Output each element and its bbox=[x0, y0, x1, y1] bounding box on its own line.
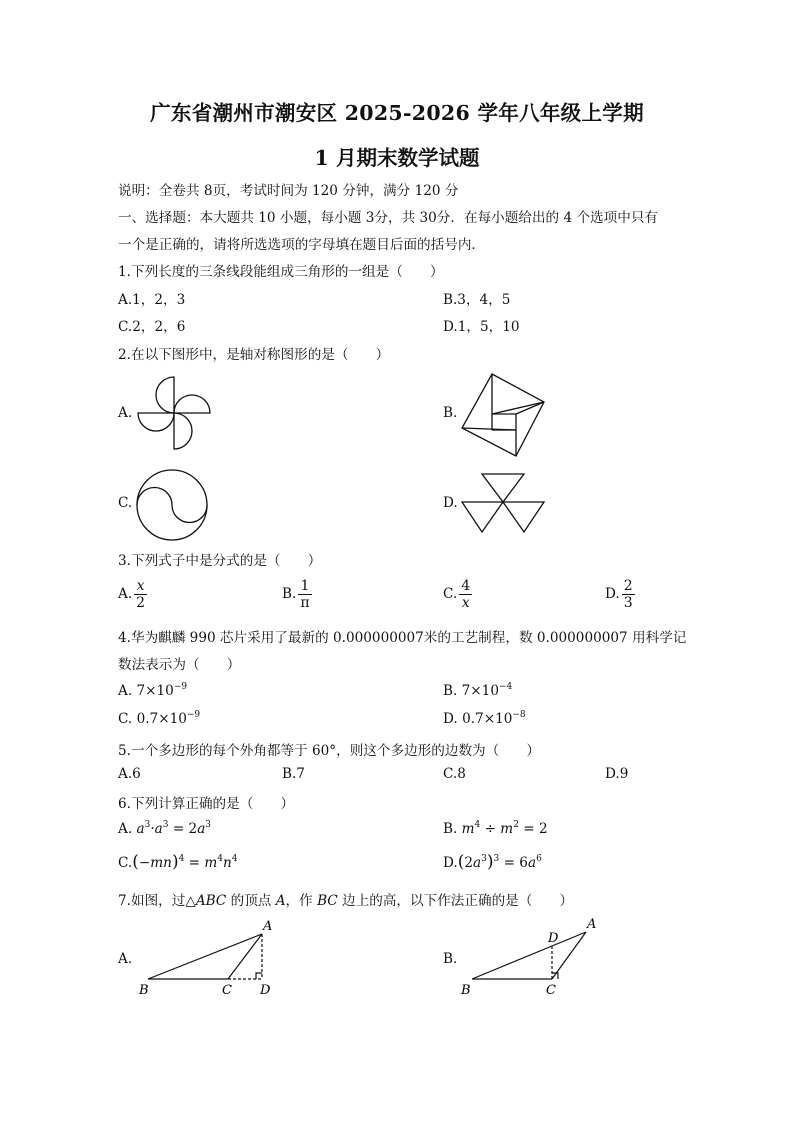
q6-option-b-label: B. bbox=[443, 821, 458, 837]
q4-option-d-label: D. bbox=[443, 711, 458, 727]
q4-option-c-label: C. bbox=[118, 711, 133, 727]
q3-option-c-label: C. bbox=[443, 586, 458, 602]
q4-option-c-base: 0.7×10 bbox=[136, 711, 187, 727]
q3-option-d-fraction bbox=[622, 578, 635, 611]
q3-b-denominator: π bbox=[300, 595, 310, 611]
q6-option-c bbox=[118, 852, 237, 872]
q3-option-d-label: D. bbox=[605, 586, 620, 602]
q3-option-c bbox=[443, 578, 472, 611]
q3-option-a-label: A. bbox=[118, 586, 133, 602]
q7-stem-part-4: 边上的高，以下作法正确的是（ ） bbox=[337, 893, 574, 909]
q1-option-c: C.2，2，6 bbox=[118, 319, 186, 335]
q3-option-b-label: B. bbox=[282, 586, 297, 602]
q6-option-c-expression: $(-mn)^4 = m^4n^4$ bbox=[132, 852, 238, 872]
section-instructions-line-2: 一个是正确的，请将所选选项的字母填在题目后面的括号内． bbox=[118, 237, 486, 253]
q3-option-a bbox=[118, 578, 147, 611]
q4-option-b-exponent: −4 bbox=[498, 682, 513, 692]
q3-c-denominator: x bbox=[461, 595, 470, 611]
pinwheel-figure bbox=[134, 373, 214, 453]
q7-stem-a: A bbox=[275, 893, 286, 909]
q1-option-b: B.3，4，5 bbox=[443, 292, 511, 308]
q6-option-d-expression: $(2a^3)^3 = 6a^6$ bbox=[457, 852, 542, 872]
fig-a-label-c: C bbox=[222, 983, 232, 998]
q7-option-a-triangle-figure bbox=[134, 916, 284, 1000]
q4-stem-line-1: 4.华为麒麟 990 芯片采用了最新的 0.000000007米的工艺制程，数 0.000000007 用科学记 bbox=[118, 630, 687, 646]
title-line-2: 1 月期末数学试题 bbox=[314, 146, 480, 170]
q3-a-numerator: x bbox=[134, 578, 147, 595]
q3-d-numerator: 2 bbox=[623, 578, 633, 594]
q4-option-b bbox=[443, 683, 512, 699]
fig-b-label-c: C bbox=[546, 983, 556, 998]
q4-option-d bbox=[443, 711, 526, 727]
q3-b-numerator: 1 bbox=[298, 578, 311, 595]
q3-option-a-fraction bbox=[134, 578, 147, 611]
q6-option-a-expression: $a^3\cdot a^3 = 2a^3$ bbox=[136, 820, 212, 837]
q1-option-d: D.1，5，10 bbox=[443, 319, 520, 335]
q3-option-b bbox=[282, 578, 312, 611]
q4-option-a-label: A. bbox=[118, 683, 133, 699]
q7-stem-part-1: 7.如图，过△ bbox=[118, 893, 196, 909]
q7-option-b-label: B. bbox=[443, 951, 458, 967]
q3-d-denominator: 3 bbox=[623, 595, 633, 611]
q4-option-b-label: B. bbox=[443, 683, 458, 699]
q7-option-b-triangle-figure bbox=[458, 914, 608, 1000]
q3-stem: 3.下列式子中是分式的是（ ） bbox=[118, 553, 322, 569]
section-instructions-line-1: 一、选择题：本大题共 10 小题，每小题 3分，共 30分．在每小题给出的 4 个选项中只有 bbox=[118, 210, 659, 226]
fig-a-label-a: A bbox=[263, 919, 273, 934]
q4-option-d-base: 0.7×10 bbox=[462, 711, 513, 727]
fig-b-label-b: B bbox=[461, 983, 471, 998]
q7-stem-part-2: 的顶点 bbox=[226, 893, 276, 909]
title-line-1: 广东省潮州市潮安区 2025-2026 学年八年级上学期 bbox=[150, 101, 644, 125]
q6-option-d-label: D. bbox=[443, 855, 458, 871]
q3-option-c-fraction bbox=[459, 578, 472, 611]
q6-stem: 6.下列计算正确的是（ ） bbox=[118, 796, 295, 812]
square-triangles-figure bbox=[460, 372, 546, 458]
q4-stem-line-2: 数法表示为（ ） bbox=[118, 657, 241, 673]
q6-option-d bbox=[443, 852, 542, 872]
q2-option-c-label: C. bbox=[118, 495, 133, 511]
q4-option-a bbox=[118, 683, 187, 699]
q7-option-a-label: A. bbox=[118, 951, 133, 967]
q6-option-c-label: C. bbox=[118, 855, 133, 871]
q7-stem-bc: BC bbox=[317, 893, 338, 909]
q3-option-d bbox=[605, 578, 635, 611]
fig-b-label-d: D bbox=[548, 931, 559, 946]
exam-note: 说明：全卷共 8页，考试时间为 120 分钟，满分 120 分 bbox=[118, 183, 459, 199]
q7-stem-part-3: ，作 bbox=[285, 893, 318, 909]
q6-option-a bbox=[118, 821, 211, 837]
q5-option-c: C.8 bbox=[443, 766, 466, 782]
q1-stem: 1.下列长度的三条线段能组成三角形的一组是（ ） bbox=[118, 264, 444, 280]
q2-stem: 2.在以下图形中，是轴对称图形的是（ ） bbox=[118, 347, 390, 363]
yin-yang-figure bbox=[134, 467, 210, 543]
q6-option-a-label: A. bbox=[118, 821, 133, 837]
fig-a-label-d: D bbox=[260, 983, 271, 998]
q2-option-d-label: D. bbox=[443, 495, 458, 511]
q4-option-a-base: 7×10 bbox=[136, 683, 174, 699]
q3-option-b-fraction bbox=[298, 578, 311, 611]
q4-option-c-exponent: −9 bbox=[186, 710, 201, 720]
q5-option-b: B.7 bbox=[282, 766, 305, 782]
q6-option-b-expression: $m^4 \div m^2 = 2$ bbox=[461, 820, 548, 837]
q2-option-a-label: A. bbox=[118, 405, 133, 421]
three-triangles-figure bbox=[460, 472, 546, 534]
q6-option-b bbox=[443, 821, 548, 837]
q3-a-denominator: 2 bbox=[136, 595, 146, 611]
q4-option-c bbox=[118, 711, 200, 727]
q2-option-b-label: B. bbox=[443, 405, 458, 421]
q5-option-a: A.6 bbox=[118, 766, 141, 782]
fig-a-label-b: B bbox=[139, 983, 149, 998]
q7-stem-abc: ABC bbox=[195, 893, 227, 909]
q7-stem bbox=[118, 889, 573, 909]
fig-b-label-a: A bbox=[587, 917, 597, 932]
q4-option-d-exponent: −8 bbox=[512, 710, 526, 720]
q3-c-numerator: 4 bbox=[461, 578, 471, 594]
q1-option-a: A.1，2，3 bbox=[118, 292, 186, 308]
q5-stem: 5.一个多边形的每个外角都等于 60°，则这个多边形的边数为（ ） bbox=[118, 743, 541, 759]
q5-option-d: D.9 bbox=[605, 766, 629, 782]
q4-option-b-base: 7×10 bbox=[461, 683, 499, 699]
q4-option-a-exponent: −9 bbox=[173, 682, 188, 692]
